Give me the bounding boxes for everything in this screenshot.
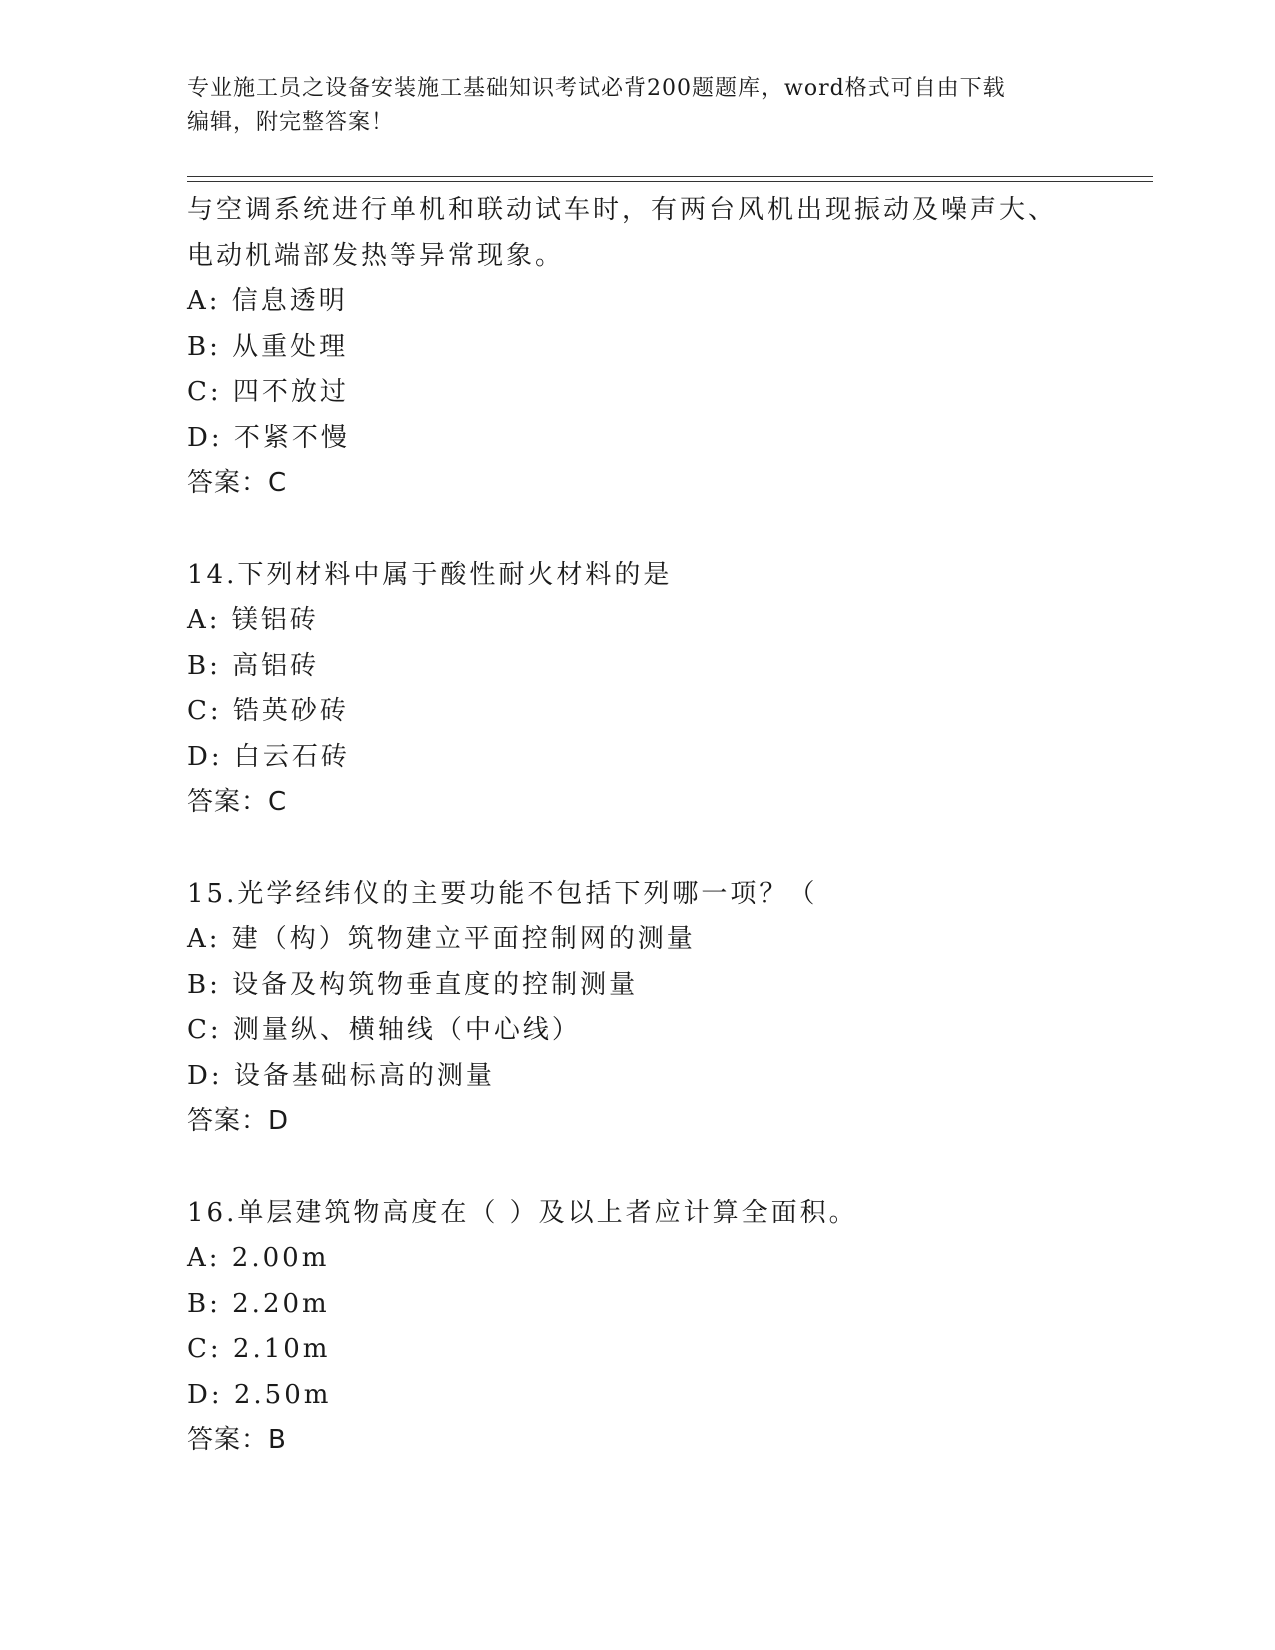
question-14-option-b: B: 高铝砖 (187, 650, 320, 681)
question-spacer (187, 826, 1087, 872)
question-15-block (187, 872, 1087, 1145)
header-divider-bottom (187, 181, 1153, 182)
question-16-option-c: C: 2.10m (187, 1334, 331, 1364)
question-16-option-a: A: 2.00m (187, 1243, 330, 1273)
question-13-option-b: B: 从重处理 (187, 331, 349, 362)
question-spacer (187, 507, 1087, 553)
document-header (187, 72, 1087, 140)
question-13-option-d: D: 不紧不慢 (187, 422, 350, 453)
question-spacer (187, 1145, 1087, 1191)
question-15-option-a: A: 建（构）筑物建立平面控制网的测量 (187, 924, 696, 954)
question-14-option-c: C: 锆英砂砖 (187, 696, 349, 726)
question-15-stem: 15.光学经纬仪的主要功能不包括下列哪一项？（ (187, 878, 818, 909)
question-13-stem-line-1: 与空调系统进行单机和联动试车时，有两台风机出现振动及噪声大、 (187, 195, 1058, 225)
question-15-option-c: C: 测量纵、横轴线（中心线） (187, 1015, 581, 1045)
question-13-answer: 答案：C (187, 468, 288, 498)
question-list (187, 188, 1087, 1464)
question-14-block (187, 553, 1087, 826)
question-14-stem: 14.下列材料中属于酸性耐火材料的是 (187, 559, 673, 590)
question-15-option-d: D: 设备基础标高的测量 (187, 1060, 495, 1091)
header-divider-top (187, 176, 1153, 177)
question-13-option-c: C: 四不放过 (187, 377, 349, 407)
header-line-1: 专业施工员之设备安装施工基础知识考试必背200题题库，word格式可自由下载 (187, 76, 1006, 101)
header-line-2: 编辑，附完整答案！ (187, 110, 395, 135)
question-15-answer: 答案：D (187, 1106, 290, 1136)
question-16-answer: 答案：B (187, 1425, 287, 1455)
question-14-option-d: D: 白云石砖 (187, 741, 350, 772)
question-16-option-b: B: 2.20m (187, 1288, 330, 1319)
question-16-block (187, 1191, 1087, 1464)
question-14-answer: 答案：C (187, 787, 288, 817)
question-13-block (187, 188, 1087, 507)
question-14-option-a: A: 镁铝砖 (187, 605, 319, 635)
question-16-stem: 16.单层建筑物高度在（ ）及以上者应计算全面积。 (187, 1197, 858, 1228)
question-15-option-b: B: 设备及构筑物垂直度的控制测量 (187, 969, 639, 1000)
question-13-option-a: A: 信息透明 (187, 286, 348, 316)
question-13-stem-line-2: 电动机端部发热等异常现象。 (187, 240, 565, 271)
question-16-option-d: D: 2.50m (187, 1379, 332, 1410)
